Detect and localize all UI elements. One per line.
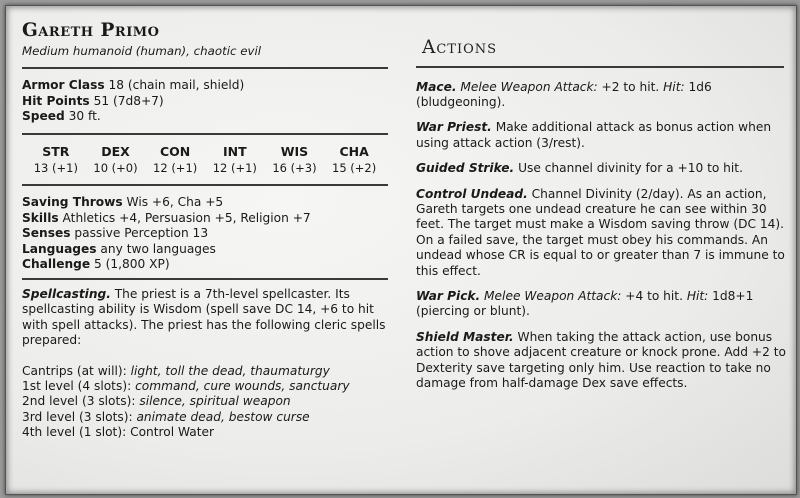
ability-value: 13 (+1) bbox=[33, 161, 78, 176]
action-attack-type: Melee Weapon Attack: bbox=[460, 79, 598, 94]
saving-throws-label: Saving Throws bbox=[22, 195, 123, 210]
challenge-line bbox=[22, 257, 394, 272]
ability-name: DEX bbox=[101, 143, 130, 159]
action-shield-master bbox=[416, 330, 786, 392]
ability-scores bbox=[22, 144, 388, 177]
action-hit-label: Hit: bbox=[686, 288, 709, 303]
action-text: Make additional attack as bonus action when using attack action (3/rest). bbox=[416, 120, 772, 150]
action-text: When taking the attack action, use bonus action to shove adjacent creature or knock prone. Add +2 to Dexterity save targeting only him. Use reaction to take no damage from half-damage Dex save effects. bbox=[416, 329, 786, 390]
spell-level-label: 3rd level (3 slots): bbox=[22, 409, 133, 424]
languages-line bbox=[22, 242, 394, 257]
ability-con bbox=[147, 144, 203, 177]
ability-value: 12 (+1) bbox=[153, 161, 198, 176]
monster-type: Medium humanoid (human), chaotic evil bbox=[22, 44, 262, 58]
stat-block-left-column bbox=[22, 20, 394, 441]
ability-name: WIS bbox=[280, 143, 309, 159]
action-name: War Priest. bbox=[416, 120, 492, 135]
languages-value: any two languages bbox=[100, 241, 216, 256]
spell-names: light, toll the dead, thaumaturgy bbox=[130, 363, 330, 378]
senses-line bbox=[22, 226, 394, 241]
action-attack-type: Melee Weapon Attack: bbox=[484, 288, 622, 303]
hit-points-value: 51 (7d8+7) bbox=[93, 93, 164, 108]
action-name: Guided Strike. bbox=[416, 161, 515, 176]
spell-level-row bbox=[22, 410, 394, 425]
stat-block-right-column bbox=[416, 36, 786, 401]
spell-level-label: 4th level (1 slot): bbox=[22, 425, 127, 440]
action-name: Control Undead. bbox=[416, 186, 528, 201]
spell-level-label: Cantrips (at will): bbox=[22, 363, 127, 378]
divider bbox=[416, 66, 784, 68]
speed-value: 30 ft. bbox=[68, 109, 101, 124]
action-to-hit: +4 to hit. bbox=[625, 288, 683, 303]
spellcasting-title: Spellcasting. bbox=[22, 286, 111, 301]
action-text: 1d8+1 (piercing or blunt). bbox=[416, 288, 754, 319]
action-control-undead bbox=[416, 187, 786, 279]
divider bbox=[22, 67, 388, 69]
ability-name: INT bbox=[222, 143, 247, 159]
spell-level-label: 1st level (4 slots): bbox=[22, 379, 132, 393]
hit-points-label: Hit Points bbox=[22, 93, 90, 108]
languages-label: Languages bbox=[22, 241, 97, 256]
spell-level-label: 2nd level (3 slots): bbox=[22, 394, 136, 409]
spell-names: animate dead, bestow curse bbox=[136, 409, 310, 424]
spellcasting-trait bbox=[22, 287, 394, 349]
spell-names: command, cure wounds, sanctuary bbox=[135, 379, 350, 393]
ability-name: STR bbox=[42, 143, 70, 159]
skills-value: Athletics +4, Persuasion +5, Religion +7 bbox=[62, 210, 311, 225]
challenge-label: Challenge bbox=[22, 257, 91, 272]
action-hit-label: Hit: bbox=[663, 79, 685, 94]
monster-name: Gareth Primo bbox=[22, 20, 160, 41]
action-war-pick bbox=[416, 289, 786, 320]
ability-wis bbox=[266, 144, 322, 177]
ability-cha bbox=[326, 144, 382, 177]
action-war-priest bbox=[416, 120, 786, 151]
action-text: 1d6 (bludgeoning). bbox=[416, 79, 712, 109]
ability-value: 16 (+3) bbox=[272, 161, 317, 176]
spellcasting-intro: The priest is a 7th-level spellcaster. Its spellcasting ability is Wisdom (spell save DC 14, +6 to hit with spell attacks). The priest has the following cleric spells prepared: bbox=[22, 286, 386, 348]
action-to-hit: +2 to hit. bbox=[601, 79, 660, 94]
spell-level-row bbox=[22, 425, 394, 440]
armor-class-line bbox=[22, 78, 394, 93]
speed-line bbox=[22, 109, 394, 124]
hit-points-line bbox=[22, 94, 394, 109]
divider bbox=[22, 184, 388, 186]
senses-value: passive Perception 13 bbox=[74, 226, 209, 241]
ability-name: CON bbox=[160, 143, 191, 159]
ability-int bbox=[207, 144, 263, 177]
divider bbox=[22, 278, 388, 280]
spell-names: silence, spiritual weapon bbox=[139, 394, 291, 409]
challenge-value: 5 (1,800 XP) bbox=[94, 257, 170, 272]
action-text: Channel Divinity (2/day). As an action, Gareth targets one undead creature he can see within 30 feet. The target must make a Wisdom saving throw (DC 14). On a failed save, the target must obey his commands. An undead whose CR is equal to or greater than 7 is immune to this effect. bbox=[416, 186, 785, 278]
actions-heading: Actions bbox=[422, 37, 498, 58]
spell-level-row bbox=[22, 394, 394, 409]
ability-str bbox=[28, 144, 84, 177]
saving-throws-line bbox=[22, 195, 394, 210]
action-text: Use channel divinity for a +10 to hit. bbox=[518, 161, 743, 176]
spell-level-row bbox=[22, 364, 394, 379]
speed-label: Speed bbox=[22, 109, 65, 124]
ability-value: 15 (+2) bbox=[332, 161, 377, 176]
divider bbox=[22, 133, 388, 135]
stat-block-page bbox=[5, 5, 797, 495]
senses-label: Senses bbox=[22, 226, 71, 241]
action-name: Shield Master. bbox=[416, 329, 514, 344]
action-name: Mace. bbox=[416, 79, 457, 94]
spell-names: Control Water bbox=[130, 425, 215, 440]
saving-throws-value: Wis +6, Cha +5 bbox=[126, 195, 224, 210]
action-guided-strike bbox=[416, 161, 786, 176]
spell-level-row bbox=[22, 379, 394, 394]
armor-class-value: 18 (chain mail, shield) bbox=[108, 78, 245, 93]
skills-label: Skills bbox=[22, 210, 59, 225]
ability-name: CHA bbox=[339, 143, 369, 159]
armor-class-label: Armor Class bbox=[22, 78, 105, 93]
ability-value: 12 (+1) bbox=[212, 161, 257, 176]
skills-line bbox=[22, 211, 394, 226]
ability-dex bbox=[87, 144, 143, 177]
ability-value: 10 (+0) bbox=[93, 161, 138, 176]
spell-list bbox=[22, 364, 394, 441]
action-mace bbox=[416, 80, 786, 111]
action-name: War Pick. bbox=[416, 288, 481, 303]
